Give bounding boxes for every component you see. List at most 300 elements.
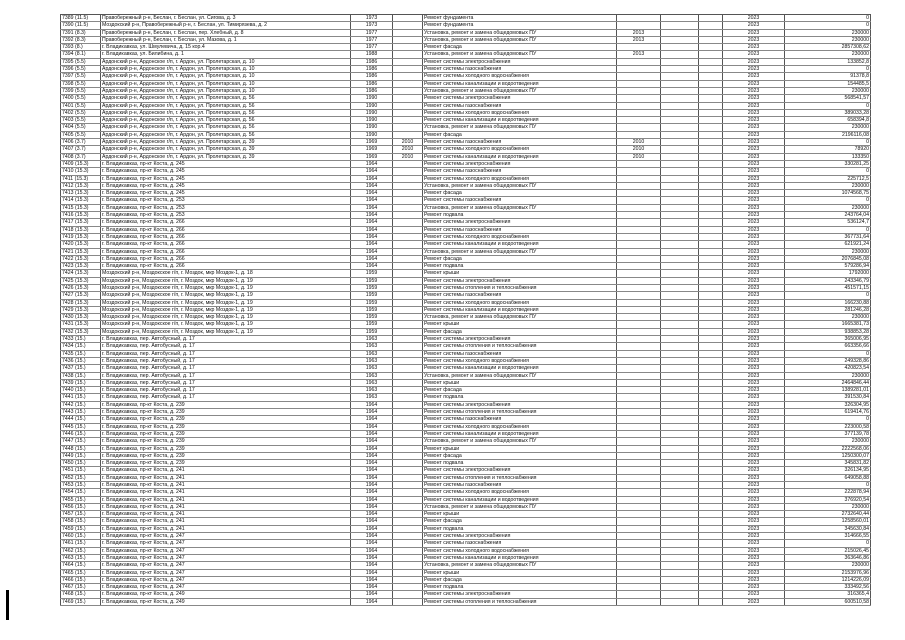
extra-cell-1 xyxy=(661,263,699,270)
row-number-cell: 7452 (15.) xyxy=(61,474,101,481)
build-year-cell: 1964 xyxy=(351,175,393,182)
cost-cell: 1214226,09 xyxy=(785,576,871,583)
row-number-cell: 7435 (15.) xyxy=(61,350,101,357)
table-row xyxy=(61,204,871,211)
build-year-cell: 1964 xyxy=(351,496,393,503)
extra-cell-2 xyxy=(699,212,723,219)
build-year-cell: 1964 xyxy=(351,460,393,467)
extra-cell-1 xyxy=(661,299,699,306)
row-number-cell: 7419 (15.3) xyxy=(61,233,101,240)
table-row xyxy=(61,58,871,65)
cost-cell: 391530,84 xyxy=(785,394,871,401)
row-number-cell: 7438 (15.) xyxy=(61,372,101,379)
extra-cell-1 xyxy=(661,160,699,167)
table-row xyxy=(61,511,871,518)
table-row xyxy=(61,482,871,489)
reconstruction-year-cell xyxy=(393,284,423,291)
last-repair-year-cell xyxy=(617,73,661,80)
work-type-cell: Ремонт системы холодного водоснабжения xyxy=(423,489,617,496)
build-year-cell: 1964 xyxy=(351,430,393,437)
cost-cell: 0 xyxy=(785,482,871,489)
planned-year-cell: 2023 xyxy=(723,124,785,131)
table-row xyxy=(61,445,871,452)
row-number-cell: 7395 (5.5) xyxy=(61,58,101,65)
planned-year-cell: 2023 xyxy=(723,409,785,416)
extra-cell-1 xyxy=(661,336,699,343)
work-type-cell: Ремонт крыши xyxy=(423,569,617,576)
reconstruction-year-cell xyxy=(393,584,423,591)
planned-year-cell: 2023 xyxy=(723,467,785,474)
extra-cell-2 xyxy=(699,73,723,80)
build-year-cell: 1959 xyxy=(351,299,393,306)
cost-cell: 0 xyxy=(785,416,871,423)
address-cell: г. Владикавказ, пр-кт Коста, д. 245 xyxy=(101,182,351,189)
work-type-cell: Ремонт подвала xyxy=(423,212,617,219)
cost-cell: 2464846,44 xyxy=(785,379,871,386)
address-cell: г. Владикавказ, пр-кт Коста, д. 266 xyxy=(101,226,351,233)
reconstruction-year-cell xyxy=(393,29,423,36)
cost-cell: 154485,5 xyxy=(785,80,871,87)
cost-cell: 249328,86 xyxy=(785,357,871,364)
reconstruction-year-cell xyxy=(393,160,423,167)
cost-cell: 376920,54 xyxy=(785,496,871,503)
extra-cell-2 xyxy=(699,270,723,277)
address-cell: г. Владикавказ, пр-кт Коста, д. 253 xyxy=(101,212,351,219)
address-cell: г. Владикавказ, пр-кт Коста, д. 239 xyxy=(101,409,351,416)
work-type-cell: Ремонт системы холодного водоснабжения xyxy=(423,73,617,80)
address-cell: г. Владикавказ, пр-кт Коста, д. 266 xyxy=(101,248,351,255)
build-year-cell: 1964 xyxy=(351,511,393,518)
build-year-cell: 1969 xyxy=(351,139,393,146)
cost-cell: 0 xyxy=(785,102,871,109)
build-year-cell: 1959 xyxy=(351,306,393,313)
cost-cell: 345630,84 xyxy=(785,525,871,532)
work-type-cell: Установка, ремонт и замена общедомовых ПУ xyxy=(423,562,617,569)
table-row xyxy=(61,277,871,284)
row-number-cell: 7455 (15.) xyxy=(61,496,101,503)
cost-cell: 230000 xyxy=(785,372,871,379)
capital-repair-table-sheet xyxy=(60,14,870,606)
address-cell: г. Владикавказ, пр-кт Коста, д. 247 xyxy=(101,533,351,540)
address-cell: Ардонский р-н, Ардонское г/п, г. Ардон, ул. Пролетарская, д. 56 xyxy=(101,102,351,109)
cost-cell: 345831,82 xyxy=(785,460,871,467)
extra-cell-2 xyxy=(699,306,723,313)
extra-cell-2 xyxy=(699,299,723,306)
reconstruction-year-cell xyxy=(393,467,423,474)
extra-cell-1 xyxy=(661,525,699,532)
address-cell: Ардонский р-н, Ардонское г/п, г. Ардон, ул. Пролетарская, д. 56 xyxy=(101,124,351,131)
last-repair-year-cell xyxy=(617,496,661,503)
planned-year-cell: 2023 xyxy=(723,401,785,408)
extra-cell-2 xyxy=(699,22,723,29)
extra-cell-2 xyxy=(699,131,723,138)
build-year-cell: 1964 xyxy=(351,409,393,416)
row-number-cell: 7411 (15.3) xyxy=(61,175,101,182)
cost-cell: 568541,57 xyxy=(785,95,871,102)
cost-cell: 230000 xyxy=(785,29,871,36)
build-year-cell: 1963 xyxy=(351,372,393,379)
reconstruction-year-cell xyxy=(393,350,423,357)
work-type-cell: Ремонт подвала xyxy=(423,394,617,401)
address-cell: Ардонский р-н, Ардонское г/п, г. Ардон, ул. Пролетарская, д. 10 xyxy=(101,87,351,94)
extra-cell-1 xyxy=(661,430,699,437)
cost-cell: 2222568,06 xyxy=(785,445,871,452)
work-type-cell: Ремонт системы холодного водоснабжения xyxy=(423,146,617,153)
work-type-cell: Ремонт системы канализации и водоотведения xyxy=(423,117,617,124)
reconstruction-year-cell xyxy=(393,51,423,58)
row-number-cell: 7397 (5.5) xyxy=(61,73,101,80)
planned-year-cell: 2023 xyxy=(723,350,785,357)
build-year-cell: 1986 xyxy=(351,58,393,65)
address-cell: г. Владикавказ, пр-кт Коста, д. 239 xyxy=(101,445,351,452)
planned-year-cell: 2023 xyxy=(723,562,785,569)
address-cell: г. Владикавказ, пр-кт Коста, д. 239 xyxy=(101,438,351,445)
planned-year-cell: 2023 xyxy=(723,146,785,153)
extra-cell-1 xyxy=(661,314,699,321)
cost-cell: 365006,95 xyxy=(785,336,871,343)
row-number-cell: 7431 (15.3) xyxy=(61,321,101,328)
address-cell: г. Владикавказ, пр-кт Коста, д. 266 xyxy=(101,263,351,270)
planned-year-cell: 2023 xyxy=(723,160,785,167)
work-type-cell: Ремонт системы канализации и водоотведения xyxy=(423,554,617,561)
cost-cell: 225712,5 xyxy=(785,175,871,182)
work-type-cell: Ремонт фундамента xyxy=(423,22,617,29)
cost-cell: 281246,28 xyxy=(785,306,871,313)
table-row xyxy=(61,328,871,335)
reconstruction-year-cell xyxy=(393,248,423,255)
build-year-cell: 1973 xyxy=(351,22,393,29)
extra-cell-2 xyxy=(699,591,723,598)
extra-cell-2 xyxy=(699,445,723,452)
row-number-cell: 7459 (15.) xyxy=(61,525,101,532)
planned-year-cell: 2023 xyxy=(723,482,785,489)
extra-cell-1 xyxy=(661,321,699,328)
extra-cell-1 xyxy=(661,357,699,364)
address-cell: г. Владикавказ, пр-кт Коста, д. 245 xyxy=(101,190,351,197)
extra-cell-1 xyxy=(661,554,699,561)
row-number-cell: 7404 (5.5) xyxy=(61,124,101,131)
planned-year-cell: 2023 xyxy=(723,255,785,262)
reconstruction-year-cell: 2010 xyxy=(393,139,423,146)
reconstruction-year-cell xyxy=(393,219,423,226)
extra-cell-1 xyxy=(661,175,699,182)
work-type-cell: Ремонт фасада xyxy=(423,576,617,583)
address-cell: Ардонский р-н, Ардонское г/п, г. Ардон, ул. Пролетарская, д. 10 xyxy=(101,80,351,87)
build-year-cell: 1964 xyxy=(351,598,393,605)
address-cell: г. Владикавказ, ул. Билибина, д. 1 xyxy=(101,51,351,58)
cost-cell: 1665381,73 xyxy=(785,321,871,328)
extra-cell-1 xyxy=(661,168,699,175)
address-cell: г. Владикавказ, пр-кт Коста, д. 239 xyxy=(101,423,351,430)
build-year-cell: 1963 xyxy=(351,336,393,343)
row-number-cell: 7415 (15.3) xyxy=(61,204,101,211)
reconstruction-year-cell xyxy=(393,416,423,423)
last-repair-year-cell xyxy=(617,44,661,51)
row-number-cell: 7392 (8.3) xyxy=(61,36,101,43)
address-cell: г. Владикавказ, пер. Автобусный, д. 17 xyxy=(101,336,351,343)
address-cell: Правобережный р-н, Беслан, г. Беслан, пер. Хлебный, д. 8 xyxy=(101,29,351,36)
reconstruction-year-cell xyxy=(393,306,423,313)
cost-cell: 2732640,44 xyxy=(785,511,871,518)
last-repair-year-cell xyxy=(617,365,661,372)
planned-year-cell: 2023 xyxy=(723,299,785,306)
table-row xyxy=(61,248,871,255)
address-cell: г. Владикавказ, пр-кт Коста, д. 249 xyxy=(101,598,351,605)
row-number-cell: 7402 (5.5) xyxy=(61,109,101,116)
work-type-cell: Ремонт подвала xyxy=(423,525,617,532)
extra-cell-2 xyxy=(699,95,723,102)
work-type-cell: Ремонт системы электроснабжения xyxy=(423,467,617,474)
cost-cell: 0 xyxy=(785,226,871,233)
extra-cell-2 xyxy=(699,554,723,561)
work-type-cell: Ремонт системы отопления и теплоснабжения xyxy=(423,284,617,291)
extra-cell-2 xyxy=(699,139,723,146)
row-number-cell: 7400 (5.5) xyxy=(61,95,101,102)
row-number-cell: 7448 (15.) xyxy=(61,445,101,452)
cost-cell: 1792000 xyxy=(785,270,871,277)
extra-cell-1 xyxy=(661,277,699,284)
row-number-cell: 7420 (15.3) xyxy=(61,241,101,248)
planned-year-cell: 2023 xyxy=(723,525,785,532)
address-cell: г. Владикавказ, пр-кт Коста, д. 247 xyxy=(101,569,351,576)
last-repair-year-cell xyxy=(617,474,661,481)
extra-cell-2 xyxy=(699,153,723,160)
extra-cell-2 xyxy=(699,343,723,350)
planned-year-cell: 2023 xyxy=(723,460,785,467)
cost-cell: 330281,25 xyxy=(785,160,871,167)
extra-cell-2 xyxy=(699,15,723,22)
reconstruction-year-cell xyxy=(393,423,423,430)
cost-cell: 230000 xyxy=(785,87,871,94)
build-year-cell: 1963 xyxy=(351,357,393,364)
build-year-cell: 1964 xyxy=(351,204,393,211)
reconstruction-year-cell xyxy=(393,87,423,94)
reconstruction-year-cell xyxy=(393,379,423,386)
table-row xyxy=(61,124,871,131)
extra-cell-1 xyxy=(661,102,699,109)
extra-cell-2 xyxy=(699,474,723,481)
planned-year-cell: 2023 xyxy=(723,438,785,445)
build-year-cell: 1964 xyxy=(351,226,393,233)
extra-cell-1 xyxy=(661,416,699,423)
reconstruction-year-cell xyxy=(393,357,423,364)
extra-cell-1 xyxy=(661,482,699,489)
work-type-cell: Ремонт системы холодного водоснабжения xyxy=(423,357,617,364)
extra-cell-2 xyxy=(699,584,723,591)
extra-cell-2 xyxy=(699,423,723,430)
last-repair-year-cell xyxy=(617,452,661,459)
build-year-cell: 1964 xyxy=(351,197,393,204)
reconstruction-year-cell xyxy=(393,182,423,189)
planned-year-cell: 2023 xyxy=(723,357,785,364)
cost-cell: 230000 xyxy=(785,51,871,58)
table-row xyxy=(61,533,871,540)
address-cell: г. Владикавказ, пр-кт Коста, д. 239 xyxy=(101,460,351,467)
build-year-cell: 1964 xyxy=(351,255,393,262)
reconstruction-year-cell xyxy=(393,511,423,518)
extra-cell-2 xyxy=(699,51,723,58)
work-type-cell: Ремонт подвала xyxy=(423,263,617,270)
row-number-cell: 7440 (15.) xyxy=(61,387,101,394)
planned-year-cell: 2023 xyxy=(723,379,785,386)
extra-cell-1 xyxy=(661,270,699,277)
table-row xyxy=(61,131,871,138)
table-row xyxy=(61,503,871,510)
planned-year-cell: 2023 xyxy=(723,554,785,561)
last-repair-year-cell xyxy=(617,22,661,29)
address-cell: г. Владикавказ, пр-кт Коста, д. 245 xyxy=(101,168,351,175)
extra-cell-2 xyxy=(699,87,723,94)
work-type-cell: Установка, ремонт и замена общедомовых ПУ xyxy=(423,314,617,321)
reconstruction-year-cell xyxy=(393,438,423,445)
cost-cell: 2857308,62 xyxy=(785,44,871,51)
planned-year-cell: 2023 xyxy=(723,394,785,401)
extra-cell-1 xyxy=(661,576,699,583)
table-row xyxy=(61,438,871,445)
reconstruction-year-cell xyxy=(393,365,423,372)
work-type-cell: Ремонт системы газоснабжения xyxy=(423,226,617,233)
last-repair-year-cell xyxy=(617,503,661,510)
row-number-cell: 7442 (15.) xyxy=(61,401,101,408)
planned-year-cell: 2023 xyxy=(723,73,785,80)
planned-year-cell: 2023 xyxy=(723,131,785,138)
cost-cell: 0 xyxy=(785,350,871,357)
planned-year-cell: 2023 xyxy=(723,321,785,328)
last-repair-year-cell xyxy=(617,277,661,284)
last-repair-year-cell xyxy=(617,430,661,437)
extra-cell-1 xyxy=(661,540,699,547)
extra-cell-2 xyxy=(699,562,723,569)
table-row xyxy=(61,117,871,124)
extra-cell-2 xyxy=(699,314,723,321)
work-type-cell: Ремонт системы газоснабжения xyxy=(423,197,617,204)
build-year-cell: 1964 xyxy=(351,503,393,510)
work-type-cell: Ремонт фасада xyxy=(423,452,617,459)
extra-cell-1 xyxy=(661,562,699,569)
work-type-cell: Ремонт крыши xyxy=(423,379,617,386)
table-row xyxy=(61,15,871,22)
extra-cell-2 xyxy=(699,328,723,335)
table-row xyxy=(61,547,871,554)
last-repair-year-cell xyxy=(617,160,661,167)
planned-year-cell: 2023 xyxy=(723,117,785,124)
last-repair-year-cell xyxy=(617,525,661,532)
extra-cell-2 xyxy=(699,197,723,204)
row-number-cell: 7467 (15.) xyxy=(61,584,101,591)
cost-cell: 0 xyxy=(785,15,871,22)
last-repair-year-cell xyxy=(617,533,661,540)
cost-cell: 363646,86 xyxy=(785,554,871,561)
extra-cell-2 xyxy=(699,336,723,343)
table-row xyxy=(61,409,871,416)
address-cell: г. Владикавказ, пр-кт Коста, д. 239 xyxy=(101,401,351,408)
address-cell: г. Владикавказ, пер. Автобусный, д. 17 xyxy=(101,357,351,364)
last-repair-year-cell xyxy=(617,540,661,547)
work-type-cell: Ремонт системы отопления и теплоснабжения xyxy=(423,598,617,605)
build-year-cell: 1964 xyxy=(351,416,393,423)
extra-cell-1 xyxy=(661,598,699,605)
build-year-cell: 1959 xyxy=(351,270,393,277)
build-year-cell: 1964 xyxy=(351,525,393,532)
extra-cell-2 xyxy=(699,124,723,131)
planned-year-cell: 2023 xyxy=(723,576,785,583)
work-type-cell: Ремонт системы холодного водоснабжения xyxy=(423,175,617,182)
reconstruction-year-cell xyxy=(393,212,423,219)
reconstruction-year-cell xyxy=(393,547,423,554)
row-number-cell: 7405 (5.5) xyxy=(61,131,101,138)
address-cell: г. Владикавказ, ул. Шмулевича, д. 15 кор.4 xyxy=(101,44,351,51)
build-year-cell: 1959 xyxy=(351,321,393,328)
work-type-cell: Ремонт фасада xyxy=(423,328,617,335)
extra-cell-2 xyxy=(699,416,723,423)
cost-cell: 1389281,01 xyxy=(785,387,871,394)
extra-cell-2 xyxy=(699,503,723,510)
extra-cell-1 xyxy=(661,233,699,240)
build-year-cell: 1969 xyxy=(351,153,393,160)
planned-year-cell: 2023 xyxy=(723,365,785,372)
address-cell: г. Владикавказ, пр-кт Коста, д. 247 xyxy=(101,584,351,591)
planned-year-cell: 2023 xyxy=(723,445,785,452)
build-year-cell: 1990 xyxy=(351,102,393,109)
table-row xyxy=(61,365,871,372)
reconstruction-year-cell xyxy=(393,503,423,510)
cost-cell: 2196116,08 xyxy=(785,131,871,138)
planned-year-cell: 2023 xyxy=(723,343,785,350)
address-cell: г. Владикавказ, пер. Автобусный, д. 17 xyxy=(101,387,351,394)
row-number-cell: 7391 (8.3) xyxy=(61,29,101,36)
cost-cell: 938853,28 xyxy=(785,328,871,335)
address-cell: Моздокский р-н, Моздокское г/п, г. Моздок, мкр Моздок-1, д. 19 xyxy=(101,328,351,335)
planned-year-cell: 2023 xyxy=(723,584,785,591)
table-row xyxy=(61,336,871,343)
build-year-cell: 1964 xyxy=(351,212,393,219)
last-repair-year-cell xyxy=(617,554,661,561)
table-row xyxy=(61,73,871,80)
extra-cell-1 xyxy=(661,29,699,36)
reconstruction-year-cell xyxy=(393,299,423,306)
reconstruction-year-cell xyxy=(393,336,423,343)
extra-cell-1 xyxy=(661,460,699,467)
work-type-cell: Ремонт системы электроснабжения xyxy=(423,160,617,167)
planned-year-cell: 2023 xyxy=(723,36,785,43)
reconstruction-year-cell xyxy=(393,36,423,43)
row-number-cell: 7424 (15.3) xyxy=(61,270,101,277)
extra-cell-2 xyxy=(699,598,723,605)
work-type-cell: Ремонт системы газоснабжения xyxy=(423,139,617,146)
extra-cell-1 xyxy=(661,372,699,379)
last-repair-year-cell xyxy=(617,357,661,364)
planned-year-cell: 2023 xyxy=(723,153,785,160)
planned-year-cell: 2023 xyxy=(723,263,785,270)
address-cell: Моздокский р-н, Моздокское г/п, г. Моздок, мкр Моздок-1, д. 19 xyxy=(101,321,351,328)
row-number-cell: 7427 (15.3) xyxy=(61,292,101,299)
build-year-cell: 1990 xyxy=(351,95,393,102)
build-year-cell: 1959 xyxy=(351,284,393,291)
address-cell: Ардонский р-н, Ардонское г/п, г. Ардон, ул. Пролетарская, д. 56 xyxy=(101,131,351,138)
table-row xyxy=(61,387,871,394)
last-repair-year-cell xyxy=(617,124,661,131)
extra-cell-1 xyxy=(661,533,699,540)
table-row xyxy=(61,190,871,197)
address-cell: Ардонский р-н, Ардонское г/п, г. Ардон, ул. Пролетарская, д. 39 xyxy=(101,153,351,160)
row-number-cell: 7399 (5.5) xyxy=(61,87,101,94)
table-row xyxy=(61,306,871,313)
row-number-cell: 7458 (15.) xyxy=(61,518,101,525)
row-number-cell: 7439 (15.) xyxy=(61,379,101,386)
build-year-cell: 1959 xyxy=(351,292,393,299)
build-year-cell: 1964 xyxy=(351,241,393,248)
cost-cell: 0 xyxy=(785,197,871,204)
